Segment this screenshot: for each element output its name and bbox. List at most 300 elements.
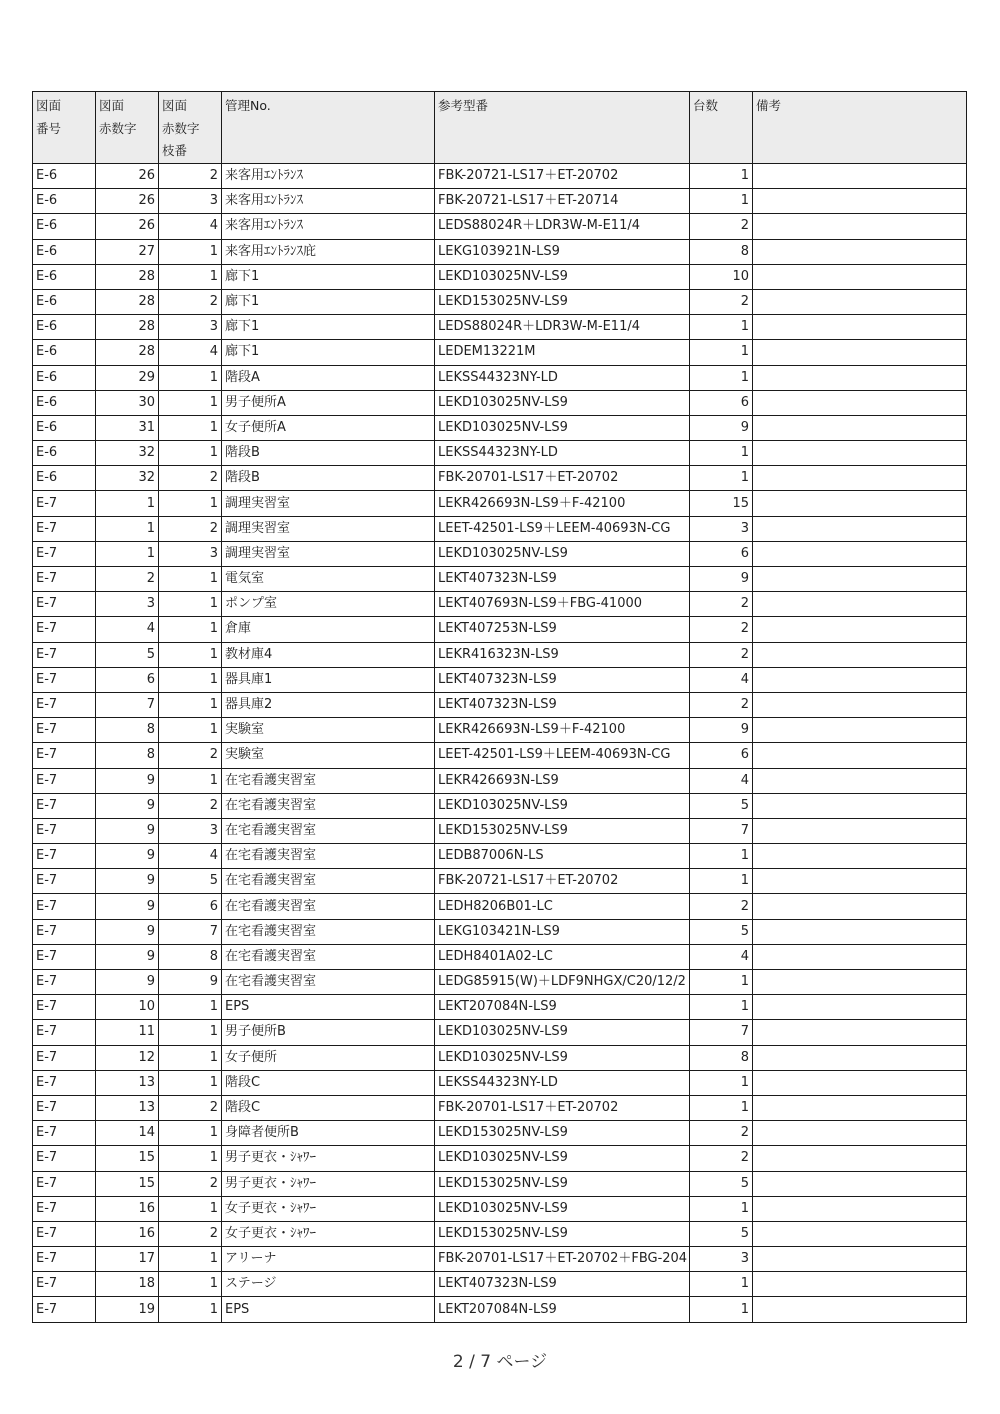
cell-red-number: 9 — [96, 818, 159, 843]
cell-remarks — [753, 743, 967, 768]
cell-drawing-number: E-6 — [33, 164, 96, 189]
cell-quantity: 1 — [690, 1297, 753, 1322]
cell-branch-number: 1 — [159, 1045, 222, 1070]
table-row — [33, 793, 967, 818]
cell-red-number: 32 — [96, 466, 159, 491]
table-row — [33, 1146, 967, 1171]
cell-quantity: 10 — [690, 264, 753, 289]
table-row — [33, 919, 967, 944]
cell-model-number: LEKD103025NV-LS9 — [435, 1196, 690, 1221]
cell-drawing-number: E-6 — [33, 365, 96, 390]
cell-quantity: 2 — [690, 289, 753, 314]
cell-branch-number: 1 — [159, 592, 222, 617]
cell-quantity: 3 — [690, 1247, 753, 1272]
cell-drawing-number: E-7 — [33, 869, 96, 894]
cell-management-no: アリーナ — [222, 1247, 435, 1272]
cell-management-no: 在宅看護実習室 — [222, 869, 435, 894]
cell-management-no: 在宅看護実習室 — [222, 894, 435, 919]
table-row — [33, 365, 967, 390]
cell-red-number: 18 — [96, 1272, 159, 1297]
cell-quantity: 1 — [690, 844, 753, 869]
cell-remarks — [753, 718, 967, 743]
cell-branch-number: 1 — [159, 567, 222, 592]
cell-remarks — [753, 239, 967, 264]
cell-management-no: 廊下1 — [222, 315, 435, 340]
cell-model-number: LEET-42501-LS9＋LEEM-40693N-CG — [435, 743, 690, 768]
cell-management-no: 廊下1 — [222, 264, 435, 289]
cell-drawing-number: E-7 — [33, 894, 96, 919]
cell-remarks — [753, 617, 967, 642]
cell-red-number: 26 — [96, 164, 159, 189]
cell-model-number: LEDS88024R＋LDR3W-M-E11/4 — [435, 214, 690, 239]
cell-management-no: 階段A — [222, 365, 435, 390]
cell-remarks — [753, 214, 967, 239]
cell-branch-number: 1 — [159, 768, 222, 793]
table-row — [33, 415, 967, 440]
cell-branch-number: 1 — [159, 1272, 222, 1297]
cell-quantity: 1 — [690, 1196, 753, 1221]
cell-red-number: 6 — [96, 667, 159, 692]
cell-quantity: 1 — [690, 189, 753, 214]
table-row — [33, 491, 967, 516]
cell-quantity: 8 — [690, 1045, 753, 1070]
cell-management-no: ステージ — [222, 1272, 435, 1297]
cell-red-number: 1 — [96, 541, 159, 566]
table-row — [33, 970, 967, 995]
cell-remarks — [753, 390, 967, 415]
header-management-no: 管理No. — [222, 92, 435, 164]
cell-model-number: LEKD103025NV-LS9 — [435, 390, 690, 415]
cell-quantity: 8 — [690, 239, 753, 264]
cell-quantity: 7 — [690, 1020, 753, 1045]
cell-drawing-number: E-6 — [33, 315, 96, 340]
cell-remarks — [753, 919, 967, 944]
table-row — [33, 944, 967, 969]
cell-drawing-number: E-7 — [33, 667, 96, 692]
cell-drawing-number: E-6 — [33, 415, 96, 440]
cell-remarks — [753, 1095, 967, 1120]
cell-quantity: 1 — [690, 365, 753, 390]
cell-management-no: 来客用ｴﾝﾄﾗﾝｽ — [222, 214, 435, 239]
cell-remarks — [753, 1297, 967, 1322]
cell-red-number: 8 — [96, 743, 159, 768]
cell-management-no: 倉庫 — [222, 617, 435, 642]
cell-red-number: 12 — [96, 1045, 159, 1070]
cell-quantity: 6 — [690, 390, 753, 415]
cell-model-number: LEET-42501-LS9＋LEEM-40693N-CG — [435, 516, 690, 541]
cell-model-number: LEDB87006N-LS — [435, 844, 690, 869]
cell-model-number: LEDH8401A02-LC — [435, 944, 690, 969]
cell-red-number: 28 — [96, 264, 159, 289]
cell-branch-number: 8 — [159, 944, 222, 969]
cell-management-no: 階段B — [222, 441, 435, 466]
cell-drawing-number: E-6 — [33, 289, 96, 314]
cell-red-number: 26 — [96, 189, 159, 214]
table-body — [33, 164, 967, 1323]
cell-branch-number: 1 — [159, 365, 222, 390]
cell-management-no: 在宅看護実習室 — [222, 944, 435, 969]
table-row — [33, 239, 967, 264]
cell-model-number: LEKR416323N-LS9 — [435, 642, 690, 667]
cell-management-no: 女子更衣・ｼｬﾜｰ — [222, 1196, 435, 1221]
cell-quantity: 2 — [690, 1121, 753, 1146]
cell-remarks — [753, 1146, 967, 1171]
cell-management-no: 階段C — [222, 1070, 435, 1095]
table-header-row — [33, 92, 967, 164]
cell-drawing-number: E-7 — [33, 743, 96, 768]
cell-drawing-number: E-6 — [33, 466, 96, 491]
cell-quantity: 1 — [690, 1070, 753, 1095]
cell-red-number: 9 — [96, 768, 159, 793]
cell-red-number: 11 — [96, 1020, 159, 1045]
cell-red-number: 8 — [96, 718, 159, 743]
cell-drawing-number: E-7 — [33, 692, 96, 717]
equipment-table — [32, 91, 967, 1323]
cell-remarks — [753, 592, 967, 617]
cell-branch-number: 1 — [159, 995, 222, 1020]
cell-management-no: ポンプ室 — [222, 592, 435, 617]
cell-branch-number: 2 — [159, 516, 222, 541]
cell-branch-number: 9 — [159, 970, 222, 995]
cell-model-number: LEKD103025NV-LS9 — [435, 1020, 690, 1045]
table-row — [33, 214, 967, 239]
cell-drawing-number: E-7 — [33, 1020, 96, 1045]
cell-red-number: 7 — [96, 692, 159, 717]
cell-drawing-number: E-7 — [33, 718, 96, 743]
cell-management-no: 在宅看護実習室 — [222, 768, 435, 793]
cell-drawing-number: E-6 — [33, 264, 96, 289]
cell-red-number: 3 — [96, 592, 159, 617]
cell-drawing-number: E-7 — [33, 1196, 96, 1221]
cell-model-number: LEKD103025NV-LS9 — [435, 264, 690, 289]
cell-model-number: LEKD153025NV-LS9 — [435, 818, 690, 843]
cell-red-number: 9 — [96, 970, 159, 995]
cell-drawing-number: E-7 — [33, 1095, 96, 1120]
table-row — [33, 340, 967, 365]
table-row — [33, 1196, 967, 1221]
cell-quantity: 4 — [690, 768, 753, 793]
cell-branch-number: 3 — [159, 315, 222, 340]
cell-quantity: 2 — [690, 1146, 753, 1171]
cell-model-number: FBK-20701-LS17＋ET-20702 — [435, 466, 690, 491]
cell-drawing-number: E-7 — [33, 642, 96, 667]
cell-branch-number: 1 — [159, 441, 222, 466]
cell-model-number: LEKD153025NV-LS9 — [435, 289, 690, 314]
cell-branch-number: 2 — [159, 1095, 222, 1120]
cell-branch-number: 1 — [159, 718, 222, 743]
cell-drawing-number: E-7 — [33, 567, 96, 592]
cell-red-number: 13 — [96, 1070, 159, 1095]
cell-red-number: 16 — [96, 1221, 159, 1246]
cell-remarks — [753, 264, 967, 289]
cell-model-number: LEDS88024R＋LDR3W-M-E11/4 — [435, 315, 690, 340]
table-row — [33, 1247, 967, 1272]
cell-branch-number: 1 — [159, 617, 222, 642]
cell-management-no: 女子更衣・ｼｬﾜｰ — [222, 1221, 435, 1246]
cell-quantity: 9 — [690, 415, 753, 440]
cell-remarks — [753, 1221, 967, 1246]
table-row — [33, 1045, 967, 1070]
cell-drawing-number: E-6 — [33, 189, 96, 214]
table-row — [33, 1221, 967, 1246]
table-row — [33, 466, 967, 491]
cell-branch-number: 1 — [159, 1146, 222, 1171]
cell-branch-number: 2 — [159, 164, 222, 189]
cell-quantity: 2 — [690, 642, 753, 667]
cell-remarks — [753, 365, 967, 390]
cell-red-number: 31 — [96, 415, 159, 440]
cell-management-no: 電気室 — [222, 567, 435, 592]
cell-branch-number: 2 — [159, 743, 222, 768]
cell-model-number: LEKT207084N-LS9 — [435, 1297, 690, 1322]
cell-quantity: 1 — [690, 340, 753, 365]
table-row — [33, 743, 967, 768]
cell-remarks — [753, 541, 967, 566]
cell-model-number: LEDG85915(W)＋LDF9NHGX/C20/12/2 — [435, 970, 690, 995]
cell-management-no: 器具庫2 — [222, 692, 435, 717]
cell-quantity: 1 — [690, 1095, 753, 1120]
cell-red-number: 1 — [96, 516, 159, 541]
cell-remarks — [753, 692, 967, 717]
cell-red-number: 2 — [96, 567, 159, 592]
cell-drawing-number: E-6 — [33, 239, 96, 264]
header-drawing-number: 図面 番号 — [33, 92, 96, 164]
cell-remarks — [753, 1272, 967, 1297]
cell-branch-number: 2 — [159, 466, 222, 491]
cell-branch-number: 3 — [159, 818, 222, 843]
cell-red-number: 28 — [96, 315, 159, 340]
cell-management-no: 女子便所A — [222, 415, 435, 440]
cell-branch-number: 4 — [159, 844, 222, 869]
cell-branch-number: 3 — [159, 189, 222, 214]
table-row — [33, 164, 967, 189]
cell-management-no: 実験室 — [222, 743, 435, 768]
cell-drawing-number: E-7 — [33, 516, 96, 541]
cell-remarks — [753, 1247, 967, 1272]
table-row — [33, 642, 967, 667]
cell-red-number: 19 — [96, 1297, 159, 1322]
cell-model-number: LEKT207084N-LS9 — [435, 995, 690, 1020]
cell-red-number: 9 — [96, 869, 159, 894]
cell-branch-number: 4 — [159, 340, 222, 365]
table-row — [33, 894, 967, 919]
table-row — [33, 667, 967, 692]
cell-management-no: 来客用ｴﾝﾄﾗﾝｽ庇 — [222, 239, 435, 264]
cell-red-number: 15 — [96, 1146, 159, 1171]
cell-management-no: 在宅看護実習室 — [222, 818, 435, 843]
cell-remarks — [753, 667, 967, 692]
cell-drawing-number: E-7 — [33, 844, 96, 869]
cell-model-number: LEKT407323N-LS9 — [435, 667, 690, 692]
cell-quantity: 1 — [690, 995, 753, 1020]
page-indicator: 2 / 7 ページ — [452, 1352, 548, 1372]
cell-quantity: 9 — [690, 567, 753, 592]
cell-model-number: LEKSS44323NY-LD — [435, 441, 690, 466]
cell-remarks — [753, 315, 967, 340]
cell-model-number: LEKT407693N-LS9＋FBG-41000 — [435, 592, 690, 617]
cell-remarks — [753, 642, 967, 667]
cell-management-no: 在宅看護実習室 — [222, 793, 435, 818]
table-row — [33, 516, 967, 541]
cell-quantity: 4 — [690, 944, 753, 969]
cell-quantity: 5 — [690, 1171, 753, 1196]
header-branch-number: 図面 赤数字 枝番 — [159, 92, 222, 164]
cell-red-number: 15 — [96, 1171, 159, 1196]
cell-branch-number: 1 — [159, 1121, 222, 1146]
cell-remarks — [753, 516, 967, 541]
cell-remarks — [753, 1121, 967, 1146]
cell-remarks — [753, 1196, 967, 1221]
cell-management-no: EPS — [222, 1297, 435, 1322]
cell-quantity: 5 — [690, 1221, 753, 1246]
cell-model-number: LEKSS44323NY-LD — [435, 1070, 690, 1095]
cell-quantity: 1 — [690, 315, 753, 340]
table-row — [33, 390, 967, 415]
cell-red-number: 9 — [96, 894, 159, 919]
cell-model-number: LEKR426693N-LS9 — [435, 768, 690, 793]
cell-model-number: LEDEM13221M — [435, 340, 690, 365]
cell-red-number: 26 — [96, 214, 159, 239]
cell-management-no: 男子更衣・ｼｬﾜｰ — [222, 1146, 435, 1171]
table-row — [33, 441, 967, 466]
cell-model-number: LEKG103921N-LS9 — [435, 239, 690, 264]
cell-red-number: 4 — [96, 617, 159, 642]
cell-drawing-number: E-7 — [33, 1221, 96, 1246]
cell-red-number: 9 — [96, 944, 159, 969]
cell-model-number: LEKD103025NV-LS9 — [435, 1045, 690, 1070]
cell-management-no: 在宅看護実習室 — [222, 970, 435, 995]
cell-management-no: 調理実習室 — [222, 516, 435, 541]
cell-red-number: 32 — [96, 441, 159, 466]
cell-branch-number: 3 — [159, 541, 222, 566]
cell-model-number: LEKSS44323NY-LD — [435, 365, 690, 390]
table-row — [33, 1272, 967, 1297]
cell-model-number: LEKT407323N-LS9 — [435, 1272, 690, 1297]
cell-red-number: 9 — [96, 793, 159, 818]
cell-model-number: LEKD103025NV-LS9 — [435, 1146, 690, 1171]
cell-management-no: 来客用ｴﾝﾄﾗﾝｽ — [222, 164, 435, 189]
cell-quantity: 1 — [690, 869, 753, 894]
header-quantity: 台数 — [690, 92, 753, 164]
table-row — [33, 692, 967, 717]
cell-remarks — [753, 340, 967, 365]
cell-model-number: FBK-20701-LS17＋ET-20702 — [435, 1095, 690, 1120]
cell-quantity: 6 — [690, 743, 753, 768]
table-row — [33, 1297, 967, 1322]
cell-drawing-number: E-6 — [33, 340, 96, 365]
cell-red-number: 10 — [96, 995, 159, 1020]
cell-remarks — [753, 415, 967, 440]
cell-management-no: 実験室 — [222, 718, 435, 743]
cell-drawing-number: E-7 — [33, 1146, 96, 1171]
cell-branch-number: 1 — [159, 642, 222, 667]
cell-management-no: 男子便所A — [222, 390, 435, 415]
table-row — [33, 995, 967, 1020]
cell-quantity: 6 — [690, 541, 753, 566]
cell-branch-number: 1 — [159, 239, 222, 264]
cell-management-no: 来客用ｴﾝﾄﾗﾝｽ — [222, 189, 435, 214]
cell-remarks — [753, 869, 967, 894]
cell-remarks — [753, 970, 967, 995]
cell-red-number: 14 — [96, 1121, 159, 1146]
cell-quantity: 1 — [690, 164, 753, 189]
cell-drawing-number: E-7 — [33, 768, 96, 793]
cell-drawing-number: E-6 — [33, 214, 96, 239]
cell-management-no: 在宅看護実習室 — [222, 844, 435, 869]
cell-management-no: 調理実習室 — [222, 491, 435, 516]
cell-quantity: 15 — [690, 491, 753, 516]
table-row — [33, 1070, 967, 1095]
table-row — [33, 718, 967, 743]
cell-model-number: FBK-20721-LS17＋ET-20702 — [435, 869, 690, 894]
cell-management-no: 廊下1 — [222, 340, 435, 365]
cell-quantity: 7 — [690, 818, 753, 843]
cell-drawing-number: E-7 — [33, 793, 96, 818]
cell-remarks — [753, 189, 967, 214]
cell-drawing-number: E-7 — [33, 592, 96, 617]
cell-remarks — [753, 1070, 967, 1095]
cell-quantity: 1 — [690, 970, 753, 995]
table-row — [33, 818, 967, 843]
header-remarks: 備考 — [753, 92, 967, 164]
cell-branch-number: 1 — [159, 1247, 222, 1272]
cell-quantity: 2 — [690, 214, 753, 239]
cell-model-number: LEKD103025NV-LS9 — [435, 793, 690, 818]
cell-model-number: FBK-20701-LS17＋ET-20702＋FBG-204 — [435, 1247, 690, 1272]
cell-remarks — [753, 793, 967, 818]
cell-drawing-number: E-7 — [33, 1297, 96, 1322]
cell-red-number: 9 — [96, 919, 159, 944]
cell-remarks — [753, 944, 967, 969]
cell-branch-number: 4 — [159, 214, 222, 239]
table-row — [33, 869, 967, 894]
cell-quantity: 9 — [690, 718, 753, 743]
table-row — [33, 1171, 967, 1196]
cell-red-number: 5 — [96, 642, 159, 667]
cell-drawing-number: E-7 — [33, 1171, 96, 1196]
cell-drawing-number: E-7 — [33, 491, 96, 516]
cell-management-no: 身障者便所B — [222, 1121, 435, 1146]
cell-model-number: FBK-20721-LS17＋ET-20714 — [435, 189, 690, 214]
cell-branch-number: 2 — [159, 289, 222, 314]
cell-remarks — [753, 289, 967, 314]
table-row — [33, 1095, 967, 1120]
cell-management-no: 在宅看護実習室 — [222, 919, 435, 944]
cell-model-number: LEKD103025NV-LS9 — [435, 541, 690, 566]
cell-quantity: 3 — [690, 516, 753, 541]
cell-quantity: 2 — [690, 692, 753, 717]
table-row — [33, 592, 967, 617]
cell-remarks — [753, 995, 967, 1020]
cell-model-number: LEKG103421N-LS9 — [435, 919, 690, 944]
cell-red-number: 13 — [96, 1095, 159, 1120]
cell-drawing-number: E-7 — [33, 1272, 96, 1297]
table-row — [33, 768, 967, 793]
cell-remarks — [753, 1020, 967, 1045]
cell-management-no: 男子更衣・ｼｬﾜｰ — [222, 1171, 435, 1196]
cell-model-number: LEKR426693N-LS9＋F-42100 — [435, 491, 690, 516]
cell-red-number: 27 — [96, 239, 159, 264]
cell-quantity: 4 — [690, 667, 753, 692]
cell-management-no: 階段B — [222, 466, 435, 491]
cell-red-number: 29 — [96, 365, 159, 390]
cell-red-number: 30 — [96, 390, 159, 415]
cell-red-number: 9 — [96, 844, 159, 869]
cell-branch-number: 5 — [159, 869, 222, 894]
cell-quantity: 2 — [690, 617, 753, 642]
table-row — [33, 1020, 967, 1045]
table-row — [33, 264, 967, 289]
